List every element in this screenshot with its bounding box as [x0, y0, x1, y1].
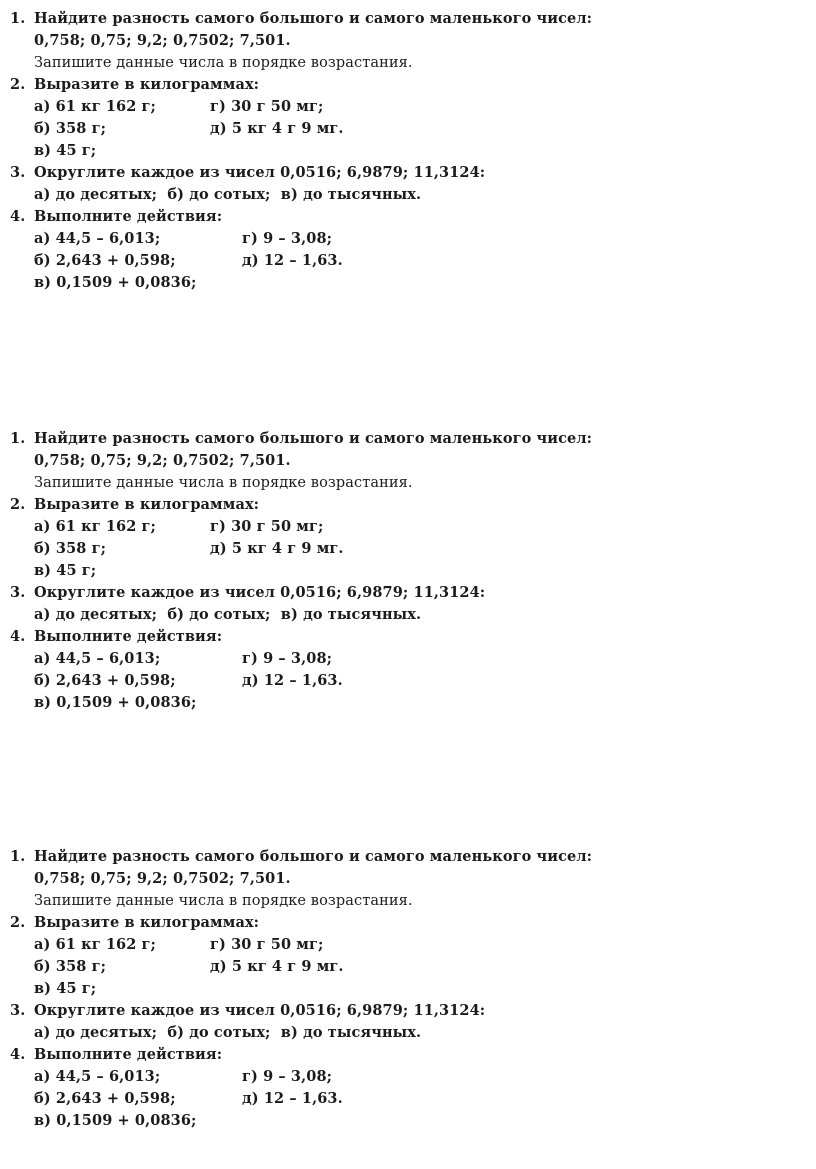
task-2	[10, 912, 800, 1000]
item-v: в) 45 г;	[34, 980, 97, 997]
worksheet-copy-1	[10, 8, 800, 294]
item-b: б) 358 г;	[34, 540, 107, 557]
task-number: 4.	[10, 628, 26, 645]
task-4	[10, 626, 800, 714]
item-d: д) 5 кг 4 г 9 мг.	[210, 540, 344, 557]
item-v: в) 0,1509 + 0,0836;	[34, 274, 197, 291]
item-v: в) 45 г;	[34, 562, 97, 579]
task-1	[10, 8, 800, 74]
item-v: в) 0,1509 + 0,0836;	[34, 1112, 197, 1129]
item-g: г) 30 г 50 мг;	[210, 936, 324, 953]
task-3	[10, 162, 800, 206]
task-options: а) до десятых; б) до сотых; в) до тысячных.	[34, 1024, 422, 1041]
task-2	[10, 74, 800, 162]
task-number: 4.	[10, 208, 26, 225]
task-title: Округлите каждое из чисел 0,0516; 6,9879; 11,3124:	[34, 1002, 486, 1019]
task-instruction: Запишите данные числа в порядке возрастания.	[34, 893, 413, 909]
task-1	[10, 428, 800, 494]
task-number: 3.	[10, 584, 26, 601]
task-number: 2.	[10, 496, 26, 513]
item-v: в) 45 г;	[34, 142, 97, 159]
task-options: а) до десятых; б) до сотых; в) до тысячных.	[34, 186, 422, 203]
task-title: Выполните действия:	[34, 1046, 223, 1063]
task-3	[10, 582, 800, 626]
worksheet-copy-3	[10, 846, 800, 1132]
task-number: 2.	[10, 76, 26, 93]
item-v: в) 0,1509 + 0,0836;	[34, 694, 197, 711]
item-g: г) 30 г 50 мг;	[210, 98, 324, 115]
task-instruction: Запишите данные числа в порядке возрастания.	[34, 475, 413, 491]
item-g: г) 9 – 3,08;	[242, 230, 333, 247]
task-title: Выполните действия:	[34, 208, 223, 225]
item-a: а) 61 кг 162 г;	[34, 518, 156, 535]
item-g: г) 30 г 50 мг;	[210, 518, 324, 535]
item-a: а) 44,5 – 6,013;	[34, 230, 161, 247]
item-b: б) 358 г;	[34, 120, 107, 137]
task-title: Округлите каждое из чисел 0,0516; 6,9879; 11,3124:	[34, 584, 486, 601]
task-text: Найдите разность самого большого и самого маленького чисел:	[34, 848, 593, 865]
worksheet-copy-2	[10, 428, 800, 714]
task-2	[10, 494, 800, 582]
number-list: 0,758; 0,75; 9,2; 0,7502; 7,501.	[34, 32, 291, 49]
item-a: а) 44,5 – 6,013;	[34, 1068, 161, 1085]
task-4	[10, 1044, 800, 1132]
task-number: 3.	[10, 164, 26, 181]
task-text: Найдите разность самого большого и самого маленького чисел:	[34, 430, 593, 447]
item-a: а) 44,5 – 6,013;	[34, 650, 161, 667]
item-a: а) 61 кг 162 г;	[34, 936, 156, 953]
item-d: д) 12 – 1,63.	[242, 1090, 343, 1107]
item-b: б) 358 г;	[34, 958, 107, 975]
task-instruction: Запишите данные числа в порядке возрастания.	[34, 55, 413, 71]
task-number: 2.	[10, 914, 26, 931]
item-d: д) 12 – 1,63.	[242, 252, 343, 269]
task-number: 1.	[10, 10, 26, 27]
number-list: 0,758; 0,75; 9,2; 0,7502; 7,501.	[34, 870, 291, 887]
item-g: г) 9 – 3,08;	[242, 1068, 333, 1085]
item-b: б) 2,643 + 0,598;	[34, 1090, 176, 1107]
task-3	[10, 1000, 800, 1044]
task-options: а) до десятых; б) до сотых; в) до тысячных.	[34, 606, 422, 623]
number-list: 0,758; 0,75; 9,2; 0,7502; 7,501.	[34, 452, 291, 469]
item-g: г) 9 – 3,08;	[242, 650, 333, 667]
item-a: а) 61 кг 162 г;	[34, 98, 156, 115]
task-number: 1.	[10, 848, 26, 865]
task-title: Выразите в килограммах:	[34, 914, 260, 931]
item-b: б) 2,643 + 0,598;	[34, 672, 176, 689]
task-number: 4.	[10, 1046, 26, 1063]
task-1	[10, 846, 800, 912]
task-text: Найдите разность самого большого и самого маленького чисел:	[34, 10, 593, 27]
item-b: б) 2,643 + 0,598;	[34, 252, 176, 269]
item-d: д) 5 кг 4 г 9 мг.	[210, 120, 344, 137]
item-d: д) 5 кг 4 г 9 мг.	[210, 958, 344, 975]
task-title: Выразите в килограммах:	[34, 496, 260, 513]
task-4	[10, 206, 800, 294]
item-d: д) 12 – 1,63.	[242, 672, 343, 689]
task-title: Округлите каждое из чисел 0,0516; 6,9879; 11,3124:	[34, 164, 486, 181]
task-title: Выразите в килограммах:	[34, 76, 260, 93]
task-number: 1.	[10, 430, 26, 447]
task-title: Выполните действия:	[34, 628, 223, 645]
task-number: 3.	[10, 1002, 26, 1019]
